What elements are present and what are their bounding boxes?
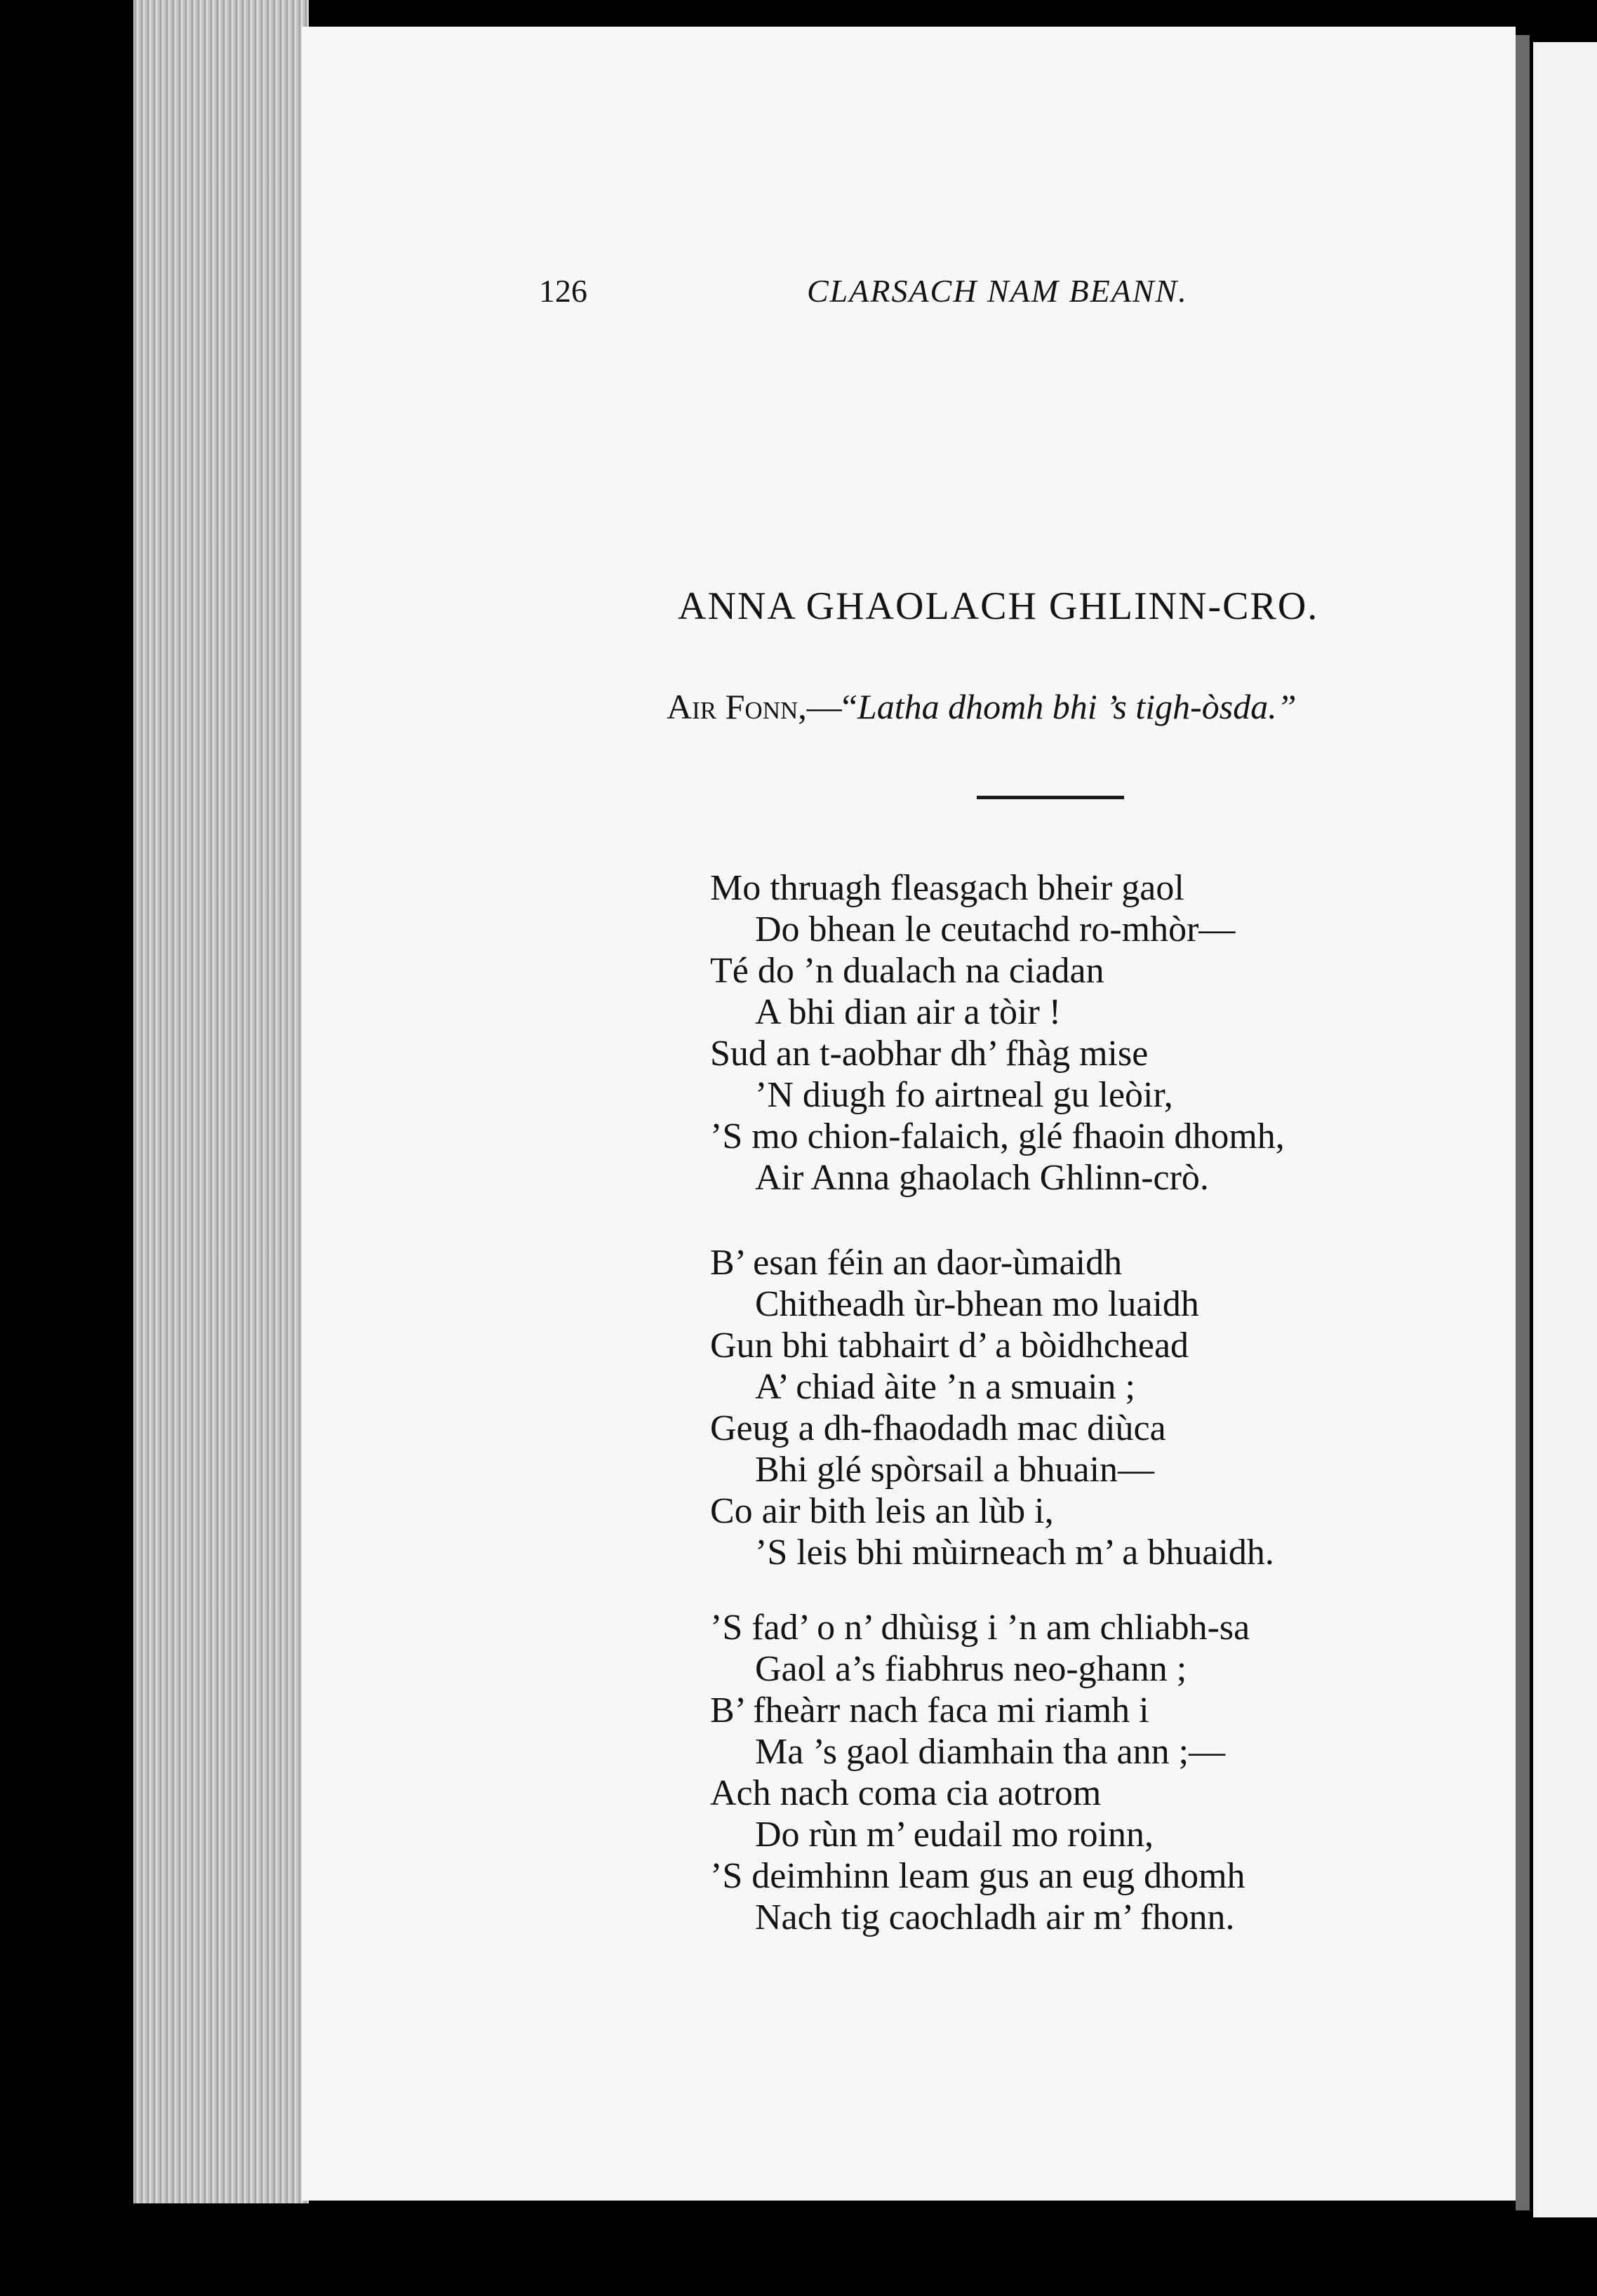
poem-line: Té do ’n dualach na ciadan xyxy=(710,951,1104,991)
air-tune: Latha dhomh bhi ’s tigh-òsda.” xyxy=(857,687,1297,726)
page-number: 126 xyxy=(539,273,587,309)
poem-line: Do rùn m’ eudail mo roinn, xyxy=(755,1815,1154,1855)
section-rule xyxy=(977,796,1124,799)
poem-line: Gaol a’s fiabhrus neo-ghann ; xyxy=(755,1649,1187,1689)
poem-line: B’ esan féin an daor-ùmaidh xyxy=(710,1243,1123,1283)
poem-line: Mo thruagh fleasgach bheir gaol xyxy=(710,868,1184,908)
poem-line: ’S mo chion-falaich, glé fhaoin dhomh, xyxy=(710,1116,1285,1156)
poem-line: Ma ’s gaol diamhain tha ann ;— xyxy=(755,1732,1226,1772)
air-line xyxy=(667,686,1297,727)
poem-line: Co air bith leis an lùb i, xyxy=(710,1491,1054,1531)
poem-title: ANNA GHAOLACH GHLINN-CRO. xyxy=(678,585,1319,628)
poem-line: Gun bhi tabhairt d’ a bòidhchead xyxy=(710,1326,1189,1366)
poem-line: Chitheadh ùr-bhean mo luaidh xyxy=(755,1284,1199,1324)
poem-line: Do bhean le ceutachd ro-mhòr— xyxy=(755,909,1236,949)
poem-line: ’N diugh fo airtneal gu leòir, xyxy=(755,1075,1173,1115)
poem-line: Nach tig caochladh air m’ fhonn. xyxy=(755,1897,1235,1937)
running-head: CLARSACH NAM BEANN. xyxy=(807,273,1188,309)
poem-line: A bhi dian air a tòir ! xyxy=(755,992,1062,1032)
poem-line: Geug a dh-fhaodadh mac diùca xyxy=(710,1408,1166,1448)
poem-line: B’ fheàrr nach faca mi riamh i xyxy=(710,1690,1149,1730)
facing-page-strip xyxy=(1533,42,1597,2217)
poem-line: Sud an t-aobhar dh’ fhàg mise xyxy=(710,1034,1149,1074)
next-page-edge xyxy=(1516,35,1530,2210)
poem-line: A’ chiad àite ’n a smuain ; xyxy=(755,1367,1135,1407)
poem-line: ’S leis bhi mùirneach m’ a bhuaidh. xyxy=(755,1533,1274,1573)
poem-line: Ach nach coma cia aotrom xyxy=(710,1773,1102,1813)
air-label: Air Fonn, xyxy=(667,687,807,726)
poem-line: ’S fad’ o n’ dhùisg i ’n am chliabh-sa xyxy=(710,1608,1250,1648)
poem-line: Bhi glé spòrsail a bhuain— xyxy=(755,1450,1155,1490)
air-separator: —“ xyxy=(806,687,857,726)
poem-line: ’S deimhinn leam gus an eug dhomh xyxy=(710,1856,1245,1896)
poem-line: Air Anna ghaolach Ghlinn-crò. xyxy=(755,1158,1209,1198)
page-edges xyxy=(133,0,309,2203)
